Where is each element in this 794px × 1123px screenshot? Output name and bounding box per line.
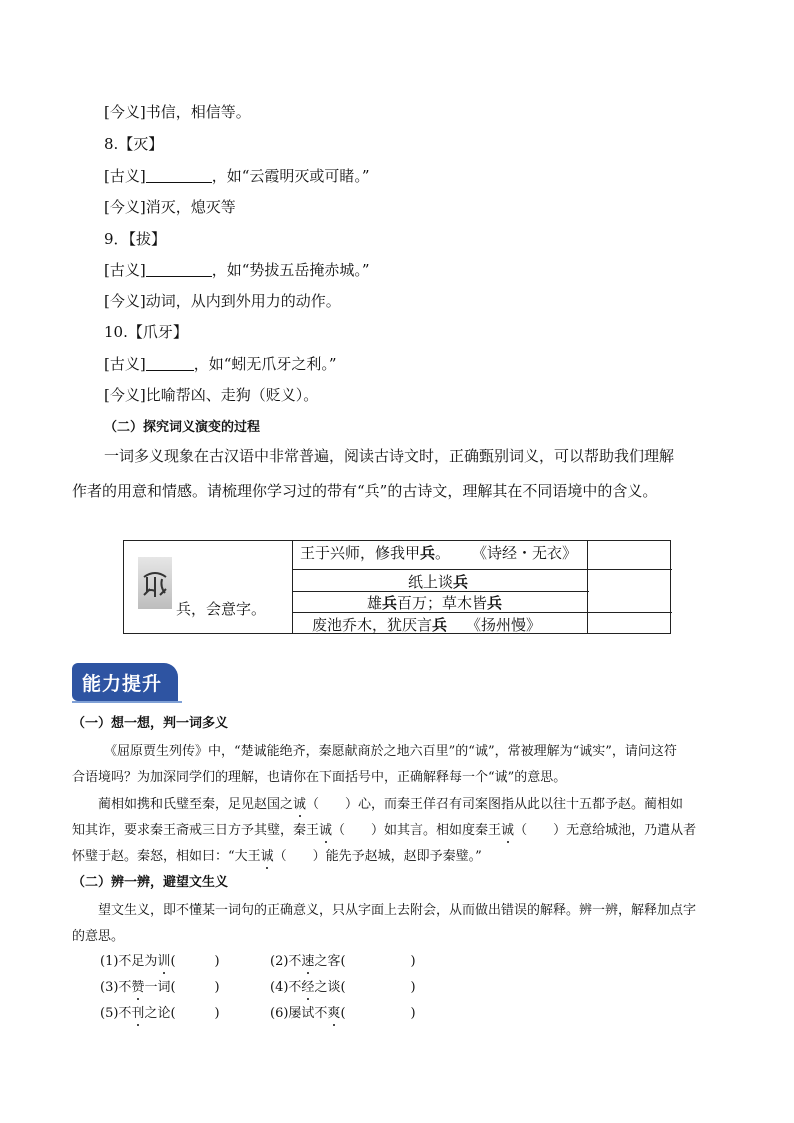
question-6 (270, 1002, 416, 1021)
item-9-gu-yi (104, 259, 370, 280)
row-text: 。 (435, 544, 451, 562)
question-text: (3)不 (100, 980, 132, 995)
answer-blank[interactable] (146, 262, 212, 277)
sub-1-para-2-line-1 (98, 793, 683, 812)
sub-2-para-line-1: 望文生义，即不懂某一词句的正确意义，只从字面上去附会，从而做出错误的解释。辨一辨，解释加点字 (98, 903, 697, 918)
passage-text: （ ）无意给城池，乃遣从者 (514, 823, 697, 838)
dotted-char: 训 (157, 954, 171, 969)
item-9-heading: 9．【拔】 (104, 230, 167, 248)
dotted-char: 诚 (319, 823, 333, 838)
dotted-char: 速 (301, 954, 315, 969)
row-text: 纸上谈 (408, 573, 454, 591)
row-text: 百万；草木皆 (397, 594, 488, 612)
answer-parens[interactable]: 之谈( ) (314, 980, 416, 995)
section-2-paragraph-line-2: 作者的用意和情感。请梳理你学习过的带有“兵”的古诗文，理解其在不同语境中的含义。 (72, 482, 658, 500)
row-text: 王于兴师，修我甲 (300, 544, 421, 562)
banner-underline (72, 701, 182, 703)
item-8-jin-yi: [今义]消灭，熄灭等 (104, 198, 236, 216)
section-2-heading: （二）探究词义演变的过程 (104, 420, 261, 435)
dotted-char: 经 (301, 980, 315, 995)
table-row-1-source: 《诗经・无衣》 (472, 544, 578, 562)
table-row-4 (312, 614, 447, 635)
sub-1-para-1-line-2: 合语境吗？为加深同学们的理解，也请你在下面括号中，正确解释每一个“诚”的意思。 (72, 770, 567, 785)
passage-text: （ ）如其言。相如度秦王 (332, 823, 502, 838)
dotted-char: 赞 (131, 980, 145, 995)
answer-parens[interactable]: ( ) (340, 1006, 416, 1021)
seal-script-bing-icon (138, 557, 172, 609)
gu-yi-example: ，如“势拔五岳掩赤城。” (211, 261, 370, 279)
sub-1-para-2-line-2 (72, 819, 696, 838)
answer-blank[interactable] (146, 168, 212, 183)
table-divider (292, 541, 293, 633)
dotted-char: 刊 (131, 1006, 145, 1021)
table-row-1 (300, 542, 450, 563)
answer-parens[interactable]: 一词( ) (144, 980, 220, 995)
key-char: 兵 (420, 544, 436, 562)
table-left-label: 兵，会意字。 (176, 600, 267, 618)
item-10-heading: 10.【爪牙】 (104, 323, 188, 341)
question-4 (270, 976, 416, 995)
sub-1-para-1-line-1: 《屈原贾生列传》中，“楚诚能绝齐，秦愿献商於之地六百里”的“诚”，常被理解为“诚实”，请问这符 (104, 744, 677, 759)
jin-yi-shu-xin: [今义]书信，相信等。 (104, 103, 251, 121)
dotted-char: 诚 (293, 797, 307, 812)
row-text: 雄 (367, 594, 383, 612)
item-8-heading: 8.【灭】 (104, 135, 164, 153)
passage-text: 蔺相如携和氏璧至秦，足见赵国之 (98, 797, 294, 812)
gu-yi-label: [古义] (104, 167, 146, 185)
dotted-char: 诚 (501, 823, 515, 838)
sub-2-para-line-2: 的意思。 (72, 929, 125, 944)
item-8-gu-yi (104, 165, 370, 186)
question-text: (2)不 (270, 954, 302, 969)
sub-1-para-2-line-3 (72, 845, 482, 864)
banner-title: 能力提升 (82, 673, 163, 695)
question-1 (100, 950, 220, 969)
key-char: 兵 (487, 594, 503, 612)
key-char: 兵 (432, 616, 448, 634)
gu-yi-label: [古义] (104, 261, 146, 279)
question-text: (1)不足为 (100, 954, 158, 969)
key-char: 兵 (453, 573, 469, 591)
gu-yi-example: ，如“云霞明灭或可睹。” (211, 167, 370, 185)
item-10-jin-yi: [今义]比喻帮凶、走狗（贬义）。 (104, 386, 319, 404)
question-text: (5)不 (100, 1006, 132, 1021)
row-text: 废池乔木，犹厌言 (312, 616, 433, 634)
question-5 (100, 1002, 220, 1021)
dotted-char: 诚 (260, 849, 274, 864)
dotted-char: 爽 (327, 1006, 341, 1021)
question-2 (270, 950, 416, 969)
key-char: 兵 (382, 594, 398, 612)
gu-yi-label: [古义] (104, 355, 146, 373)
table-row-3 (367, 592, 502, 613)
table-row-4-source: 《扬州慢》 (466, 616, 542, 634)
passage-text: 怀璧于赵。秦怒，相如曰：“大王 (72, 849, 261, 864)
table-row-2 (408, 571, 468, 592)
sub-2-heading: （二）辨一辨，避望文生义 (72, 875, 229, 890)
question-3 (100, 976, 220, 995)
item-9-jin-yi: [今义]动词，从内到外用力的动作。 (104, 292, 341, 310)
answer-parens[interactable]: 之论( ) (144, 1006, 220, 1021)
ability-banner (72, 663, 186, 701)
passage-text: （ ）能先予赵城，赵即予秦璧。” (273, 849, 482, 864)
section-2-paragraph-line-1: 一词多义现象在古汉语中非常普遍，阅读古诗文时，正确甄别词义，可以帮助我们理解 (104, 447, 675, 465)
table-divider (292, 569, 672, 570)
answer-parens[interactable]: ( ) (170, 954, 220, 969)
item-10-gu-yi (104, 353, 337, 374)
sub-1-heading: （一）想一想，判一词多义 (72, 716, 229, 731)
question-text: (6)屡试不 (270, 1006, 328, 1021)
question-text: (4)不 (270, 980, 302, 995)
answer-parens[interactable]: 之客( ) (314, 954, 416, 969)
answer-blank[interactable] (146, 356, 194, 371)
passage-text: （ ）心，而秦王佯召有司案图指从此以往十五都予赵。蔺相如 (306, 797, 684, 812)
gu-yi-example: ，如“蚓无爪牙之利。” (193, 355, 337, 373)
table-divider (587, 541, 588, 633)
passage-text: 知其诈，要求秦王斋戒三日方予其璧，秦王 (72, 823, 320, 838)
